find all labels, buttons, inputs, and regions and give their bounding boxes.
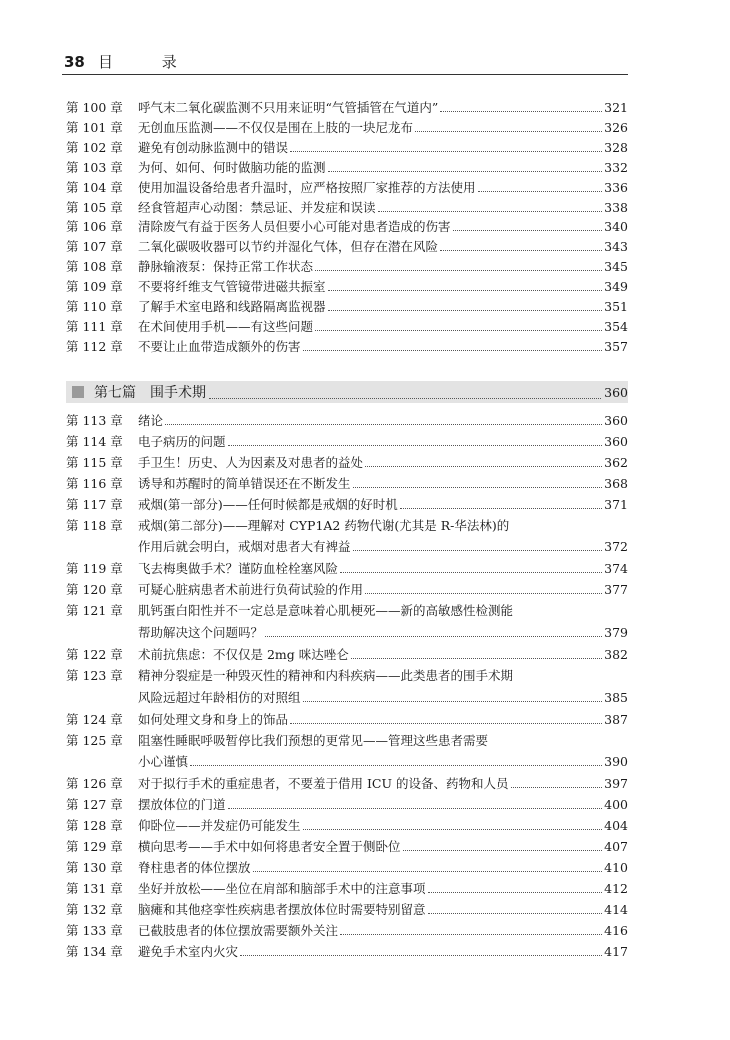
chapter-title: 已截肢患者的体位摆放需要额外关注 [138, 922, 339, 938]
toc-entry[interactable] [66, 731, 628, 750]
chapter-number: 第 111 章 [66, 318, 123, 334]
leader-dots [511, 787, 603, 788]
page-number-ref: 360 [604, 433, 628, 449]
chapter-title: 肌钙蛋白阳性并不一定总是意味着心肌梗死——新的高敏感性检测能 [138, 603, 514, 619]
toc-entry[interactable] [66, 317, 628, 336]
chapter-number: 第 122 章 [66, 646, 123, 662]
toc-entry[interactable] [66, 580, 628, 599]
entry-body [138, 688, 628, 707]
page-number-ref: 412 [604, 880, 628, 896]
toc-entry[interactable] [66, 198, 628, 217]
entry-body [138, 237, 628, 256]
toc-entry[interactable] [66, 257, 628, 276]
chapter-title: 静脉输液泵：保持正常工作状态 [138, 259, 314, 275]
chapter-title: 不要将纤维支气管镜带进磁共振室 [138, 279, 326, 295]
leader-dots [428, 892, 603, 893]
leader-dots [403, 850, 603, 851]
entry-body [138, 178, 628, 197]
leader-dots [303, 829, 603, 830]
entry-body [138, 645, 628, 664]
chapter-title: 可疑心脏病患者术前进行负荷试验的作用 [138, 582, 364, 598]
chapter-title: 清除废气有益于医务人员但要小心可能对患者造成的伤害 [138, 219, 451, 235]
page-number-ref: 340 [604, 219, 628, 235]
toc-entry[interactable] [66, 795, 628, 814]
chapter-number: 第 134 章 [66, 943, 123, 959]
page-number-ref: 400 [604, 797, 628, 813]
leader-dots [303, 350, 603, 351]
toc-entry-continuation[interactable] [66, 623, 628, 642]
leader-dots [440, 250, 602, 251]
toc-entry[interactable] [66, 337, 628, 356]
chapter-number: 第 130 章 [66, 859, 123, 875]
toc-entry[interactable] [66, 297, 628, 316]
chapter-number: 第 131 章 [66, 880, 123, 896]
entry-body [138, 411, 628, 430]
chapter-number: 第 128 章 [66, 818, 123, 834]
page-number-ref: 379 [604, 625, 628, 640]
page-number-ref: 326 [604, 119, 628, 135]
page-number-ref: 371 [604, 496, 628, 512]
toc-entry[interactable] [66, 816, 628, 835]
leader-dots [365, 593, 602, 594]
chapter-title: 避免手术室内火灾 [138, 943, 239, 959]
toc-entry[interactable] [66, 645, 628, 664]
leader-dots [265, 636, 602, 637]
leader-dots [290, 723, 602, 724]
entry-body [138, 879, 628, 898]
leader-dots [240, 955, 602, 956]
entry-body [138, 837, 628, 856]
entry-body [138, 432, 628, 451]
chapter-number: 第 127 章 [66, 797, 123, 813]
chapter-number: 第 118 章 [66, 517, 123, 533]
chapter-title: 飞去梅奥做手术？谨防血栓栓塞风险 [138, 561, 339, 577]
chapter-number: 第 103 章 [66, 159, 123, 175]
chapter-title: 二氧化碳吸收器可以节约并湿化气体，但存在潜在风险 [138, 239, 439, 255]
toc-entry[interactable] [66, 158, 628, 177]
chapter-title: 精神分裂症是一种毁灭性的精神和内科疾病——此类患者的围手术期 [138, 667, 514, 683]
chapter-number: 第 108 章 [66, 259, 123, 275]
page-number-ref: 349 [604, 279, 628, 295]
part-label: 第七篇 [94, 385, 136, 401]
entry-body [138, 297, 628, 316]
toc-entry[interactable] [66, 858, 628, 877]
toc-entry[interactable] [66, 118, 628, 137]
leader-dots [365, 466, 602, 467]
chapter-title: 绪论 [138, 413, 164, 428]
chapter-title: 帮助解决这个问题吗？ [138, 625, 264, 640]
page-number-ref: 397 [604, 776, 628, 792]
chapter-title: 摆放体位的门道 [138, 797, 226, 813]
chapter-title: 术前抗焦虑：不仅仅是 2mg 咪达唑仑 [138, 646, 349, 662]
page-number-ref: 357 [604, 338, 628, 354]
toc-entry[interactable] [66, 495, 628, 514]
entry-body [138, 317, 628, 336]
toc-entry[interactable] [66, 516, 628, 535]
chapter-title: 电子病历的问题 [138, 433, 226, 449]
entry-body [138, 198, 628, 217]
part-marker-icon [72, 386, 84, 398]
leader-dots [328, 290, 603, 291]
entry-body [138, 774, 628, 793]
leader-dots [340, 572, 602, 573]
entry-body [138, 257, 628, 276]
chapter-number: 第 123 章 [66, 667, 123, 683]
chapter-number: 第 105 章 [66, 199, 123, 215]
chapter-title: 小心谨慎 [138, 754, 189, 770]
entry-body [138, 623, 628, 642]
page-number-ref: 387 [604, 711, 628, 727]
entry-body [138, 158, 628, 177]
chapter-number: 第 121 章 [66, 603, 123, 619]
chapter-title: 经食管超声心动图：禁忌证、并发症和误读 [138, 199, 376, 215]
toc-entry[interactable] [66, 474, 628, 493]
entry-body [138, 666, 628, 685]
chapter-number: 第 120 章 [66, 582, 123, 598]
entry-body [138, 98, 628, 117]
chapter-number: 第 125 章 [66, 732, 123, 748]
toc-entry[interactable] [66, 411, 628, 430]
page-number-ref: 382 [604, 646, 628, 662]
leader-dots [351, 658, 602, 659]
entry-body [138, 752, 628, 771]
page-number-ref: 368 [604, 475, 628, 491]
chapter-title: 风险远超过年龄相仿的对照组 [138, 689, 301, 705]
chapter-title: 脊柱患者的体位摆放 [138, 859, 251, 875]
toc-entry[interactable] [66, 942, 628, 961]
page-number-ref: 407 [604, 839, 628, 854]
page-number-ref: 404 [604, 818, 628, 834]
page-number-ref: 362 [604, 454, 628, 470]
chapter-title: 呼气末二氧化碳监测不只用来证明“气管插管在气道内” [138, 100, 439, 115]
chapter-number: 第 100 章 [66, 100, 123, 115]
chapter-title: 横向思考——手术中如何将患者安全置于侧卧位 [138, 839, 401, 854]
chapter-title: 坐好并放松——坐位在肩部和脑部手术中的注意事项 [138, 880, 426, 896]
leader-dots [209, 398, 601, 399]
toc-entry[interactable] [66, 138, 628, 157]
chapter-title: 对于拟行手术的重症患者，不要羞于借用 ICU 的设备、药物和人员 [138, 776, 509, 792]
chapter-title: 如何处理文身和身上的饰品 [138, 711, 289, 727]
chapter-number: 第 117 章 [66, 496, 123, 512]
toc-entry[interactable] [66, 277, 628, 296]
entry-body [138, 731, 628, 750]
entry-body [138, 118, 628, 137]
page-number-ref: 343 [604, 239, 628, 255]
chapter-title: 作用后就会明白，戒烟对患者大有裨益 [138, 539, 351, 555]
toc-entry[interactable] [66, 666, 628, 685]
page-number-ref: 336 [604, 179, 628, 195]
page-number-ref: 414 [604, 901, 628, 917]
page-number-ref: 374 [604, 561, 628, 577]
leader-dots [303, 701, 603, 702]
chapter-number: 第 102 章 [66, 139, 123, 155]
entry-body [138, 277, 628, 296]
toc-entry[interactable] [66, 432, 628, 451]
chapter-title: 不要让止血带造成额外的伤害 [138, 338, 301, 354]
chapter-number: 第 132 章 [66, 901, 123, 917]
entry-body [138, 601, 628, 620]
chapter-number: 第 115 章 [66, 454, 123, 470]
chapter-number: 第 107 章 [66, 239, 123, 255]
chapter-number: 第 119 章 [66, 561, 123, 577]
entry-body [138, 900, 628, 919]
page-number-ref: 372 [604, 539, 628, 555]
chapter-title: 为何、如何、何时做脑功能的监测 [138, 159, 326, 175]
leader-dots [328, 310, 603, 311]
chapter-number: 第 106 章 [66, 219, 123, 235]
chapter-title: 阻塞性睡眠呼吸暂停比我们预想的更常见——管理这些患者需要 [138, 732, 489, 748]
page-number-ref: 345 [604, 259, 628, 275]
entry-body [138, 795, 628, 814]
chapter-title: 了解手术室电路和线路隔离监视器 [138, 299, 326, 314]
leader-dots [228, 445, 603, 446]
leader-dots [165, 424, 602, 425]
toc-entry[interactable] [66, 237, 628, 256]
page-number-ref: 377 [604, 582, 628, 598]
entry-body [138, 337, 628, 356]
toc-entry[interactable] [66, 774, 628, 793]
part-heading[interactable] [66, 381, 628, 403]
leader-dots [478, 191, 603, 192]
toc-entry[interactable] [66, 217, 628, 236]
toc-entry[interactable] [66, 879, 628, 898]
part-page-number: 360 [604, 384, 628, 400]
chapter-title: 在术间使用手机——有这些问题 [138, 318, 314, 334]
page-number-ref: 385 [604, 689, 628, 705]
page-number-ref: 360 [604, 413, 628, 428]
leader-dots [315, 330, 602, 331]
toc-entry-continuation[interactable] [66, 688, 628, 707]
entry-body [138, 942, 628, 961]
part-name: 围手术期 [150, 385, 206, 401]
leader-dots [400, 508, 602, 509]
page-header [62, 53, 628, 75]
entry-body [138, 474, 628, 493]
page-number-ref: 338 [604, 199, 628, 215]
entry-body [138, 217, 628, 236]
leader-dots [228, 808, 603, 809]
toc-entry[interactable] [66, 559, 628, 578]
chapter-number: 第 109 章 [66, 279, 123, 295]
chapter-number: 第 114 章 [66, 433, 123, 449]
header-title: 目 录 [98, 53, 199, 71]
toc-entry[interactable] [66, 178, 628, 197]
toc-entry-continuation[interactable] [66, 752, 628, 771]
chapter-number: 第 124 章 [66, 711, 123, 727]
toc-entry[interactable] [66, 453, 628, 472]
leader-dots [353, 487, 603, 488]
page-number-ref: 328 [604, 139, 628, 155]
chapter-title: 戒烟(第一部分)——任何时候都是戒烟的好时机 [138, 496, 398, 512]
chapter-title: 脑瘫和其他痉挛性疾病患者摆放体位时需要特别留意 [138, 901, 426, 917]
entry-body [138, 816, 628, 835]
chapter-title: 诱导和苏醒时的简单错误还在不断发生 [138, 475, 351, 491]
chapter-number: 第 133 章 [66, 922, 123, 938]
entry-body [138, 495, 628, 514]
leader-dots [453, 230, 603, 231]
page-number-ref: 417 [604, 943, 628, 959]
leader-dots [253, 871, 603, 872]
leader-dots [315, 270, 602, 271]
leader-dots [340, 934, 602, 935]
chapter-title: 戒烟(第二部分)——理解对 CYP1A2 药物代谢(尤其是 R-华法林)的 [138, 517, 510, 533]
entry-body [138, 453, 628, 472]
chapter-title: 无创血压监测——不仅仅是围在上肢的一块尼龙布 [138, 119, 414, 135]
chapter-title: 手卫生！历史、人为因素及对患者的益处 [138, 454, 364, 470]
leader-dots [328, 171, 603, 172]
toc-entry[interactable] [66, 98, 628, 117]
chapter-number: 第 110 章 [66, 299, 123, 314]
entry-body [138, 537, 628, 556]
entry-body [138, 710, 628, 729]
toc-entry[interactable] [66, 601, 628, 620]
page-number-ref: 390 [604, 754, 628, 770]
entry-body [138, 921, 628, 940]
chapter-number: 第 113 章 [66, 413, 123, 428]
page-number: 38 [64, 53, 85, 71]
leader-dots [290, 151, 602, 152]
leader-dots [353, 550, 603, 551]
toc-entry[interactable] [66, 710, 628, 729]
toc-entry[interactable] [66, 837, 628, 856]
entry-body [138, 138, 628, 157]
chapter-number: 第 104 章 [66, 179, 123, 195]
leader-dots [440, 111, 602, 112]
chapter-number: 第 129 章 [66, 839, 123, 854]
toc-entry[interactable] [66, 900, 628, 919]
toc-entry[interactable] [66, 921, 628, 940]
entry-body [138, 516, 628, 535]
chapter-title: 避免有创动脉监测中的错误 [138, 139, 289, 155]
page-number-ref: 351 [604, 299, 628, 314]
page-number-ref: 410 [604, 859, 628, 875]
page-number-ref: 332 [604, 159, 628, 175]
chapter-number: 第 112 章 [66, 338, 123, 354]
leader-dots [415, 131, 602, 132]
chapter-number: 第 126 章 [66, 776, 123, 792]
leader-dots [190, 765, 602, 766]
chapter-title: 仰卧位——并发症仍可能发生 [138, 818, 301, 834]
entry-body [138, 559, 628, 578]
entry-body [138, 858, 628, 877]
page-number-ref: 354 [604, 318, 628, 334]
chapter-number: 第 116 章 [66, 475, 123, 491]
page-number-ref: 416 [604, 922, 628, 938]
leader-dots [428, 913, 603, 914]
page-number-ref: 321 [604, 100, 628, 115]
toc-entry-continuation[interactable] [66, 537, 628, 556]
leader-dots [378, 211, 603, 212]
chapter-title: 使用加温设备给患者升温时，应严格按照厂家推荐的方法使用 [138, 179, 476, 195]
chapter-number: 第 101 章 [66, 119, 123, 135]
entry-body [138, 580, 628, 599]
